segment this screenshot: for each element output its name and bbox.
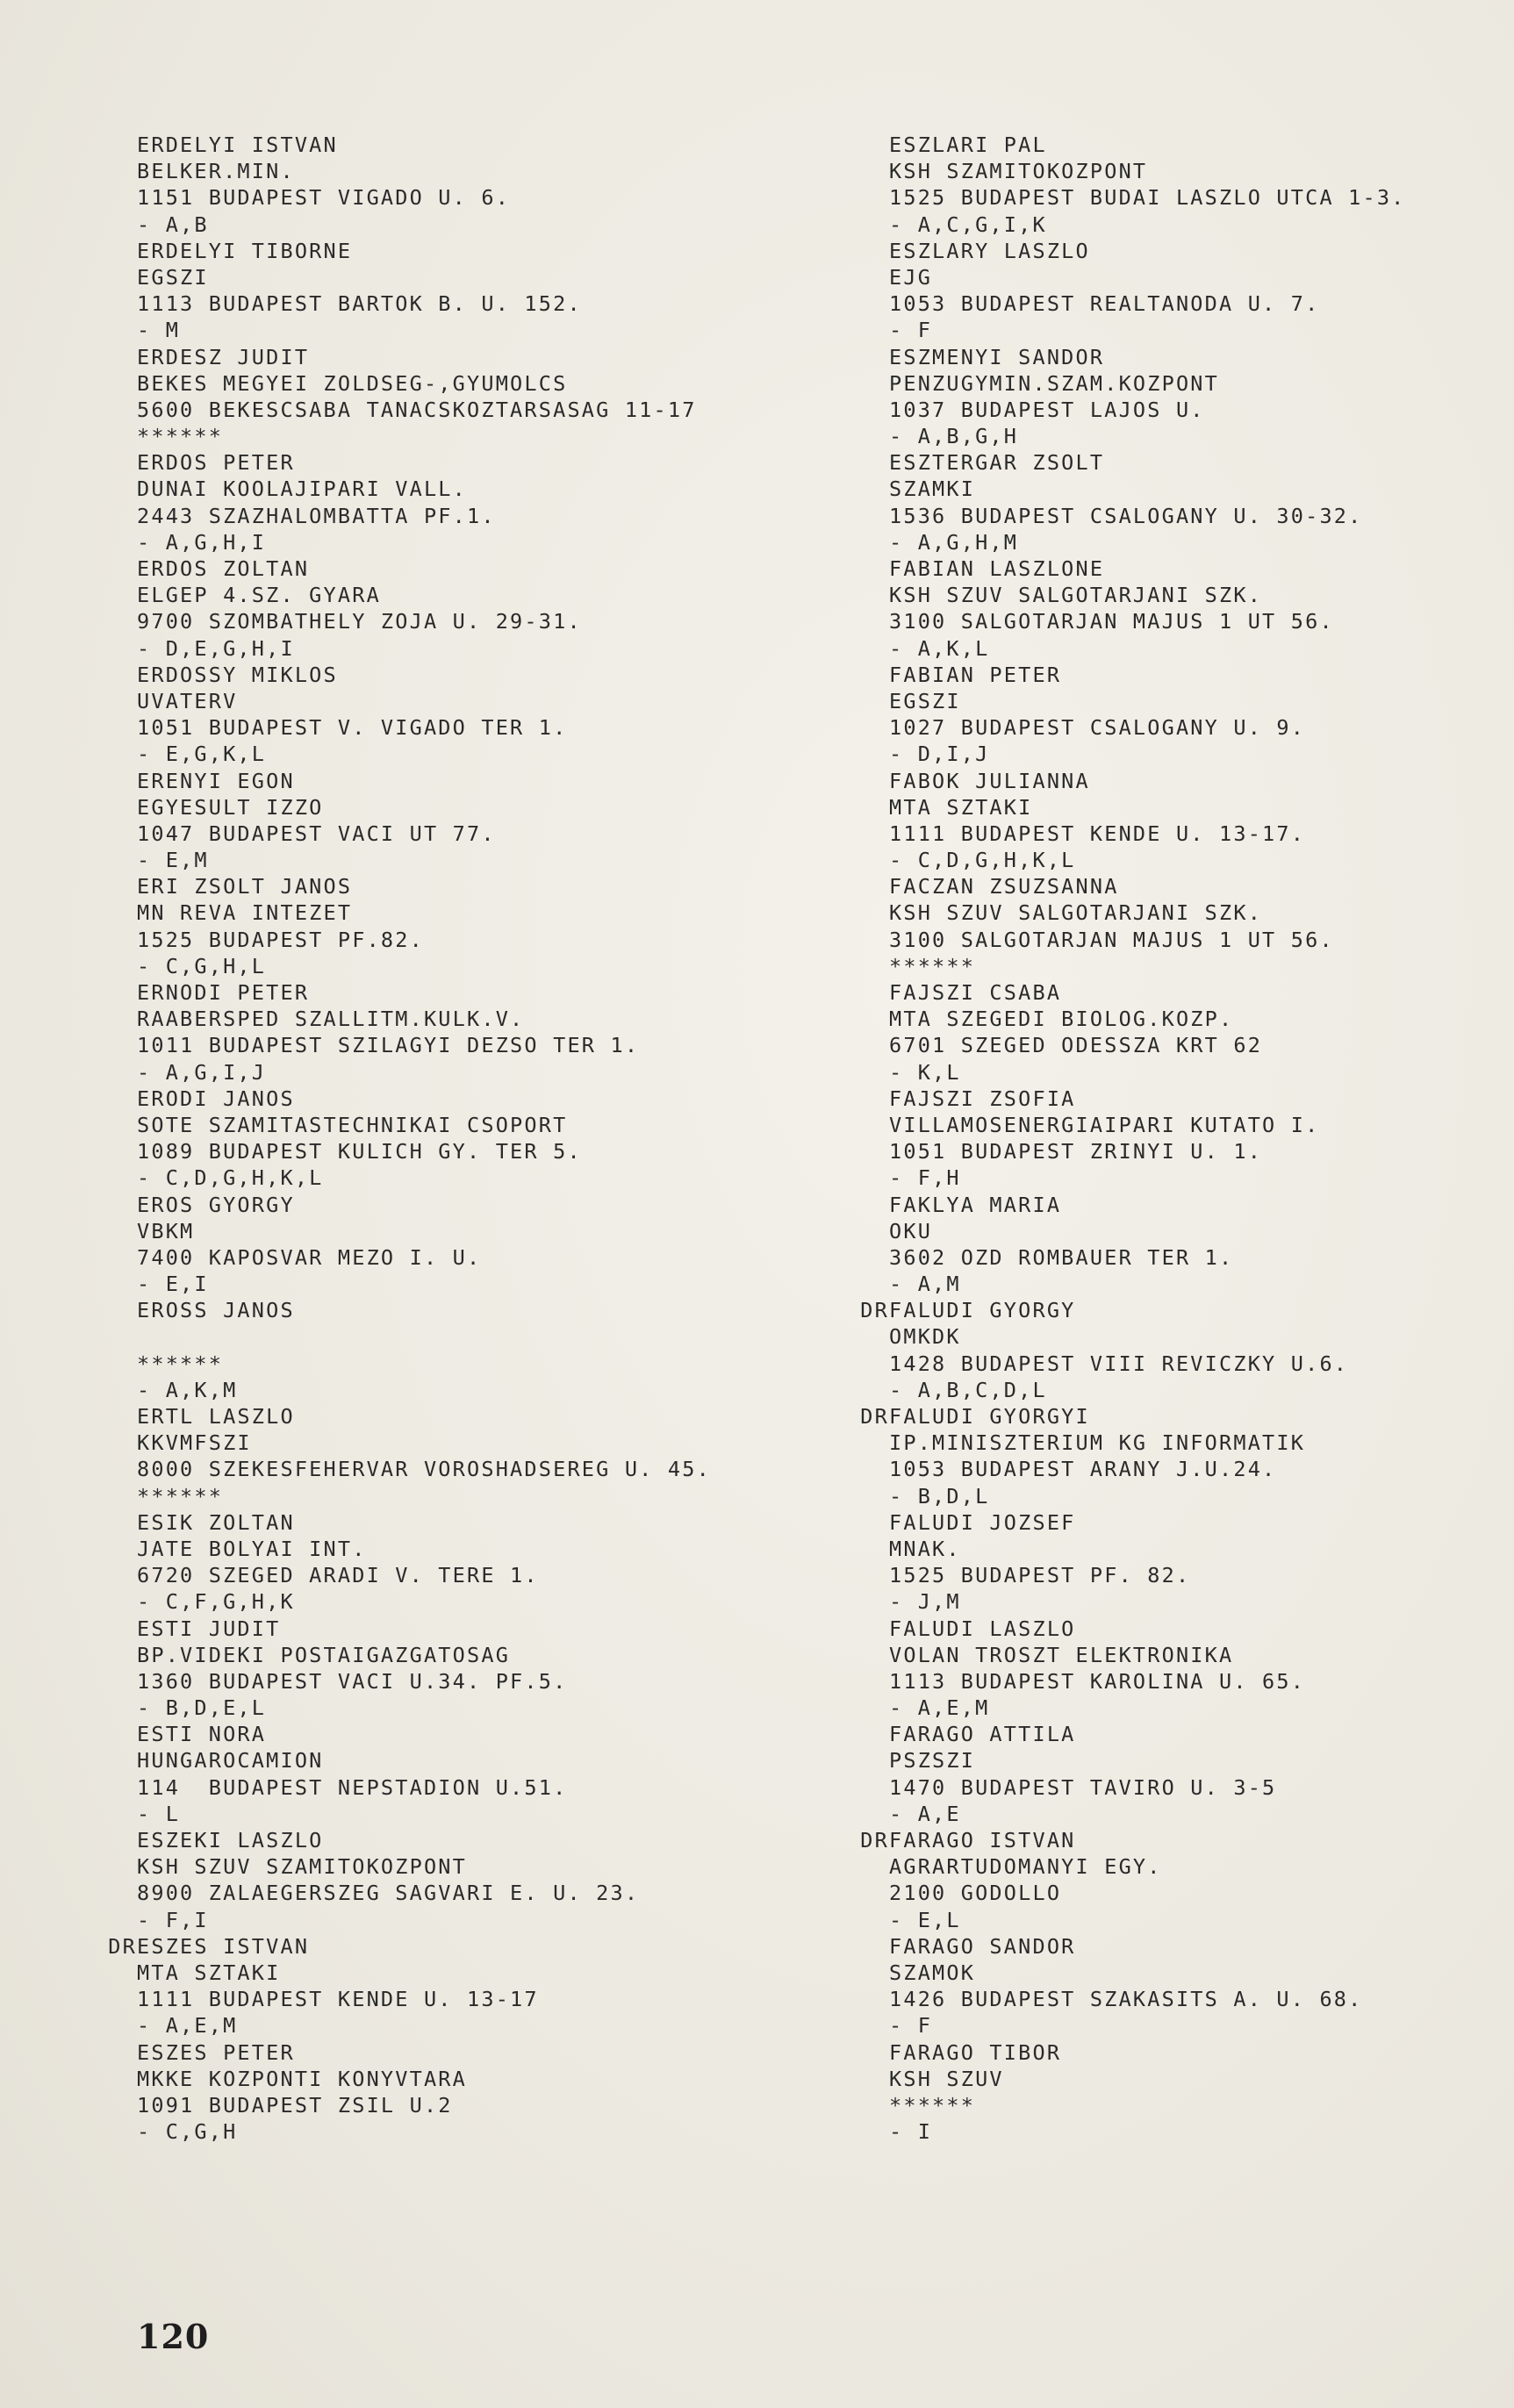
entry-codes: - C,F,G,H,K [137, 1589, 295, 1615]
entry-organization: MNAK. [889, 1536, 961, 1561]
directory-entry [137, 1616, 711, 1722]
entry-codes: - A,K,M [137, 1377, 238, 1402]
entry-name: ERDELYI TIBORNE [137, 238, 353, 263]
entry-address: ****** [889, 2092, 976, 2118]
entry-organization: HUNGAROCAMION [137, 1748, 324, 1774]
entry-organization: SZAMOK [889, 1960, 976, 1985]
directory-entry [137, 1297, 711, 1403]
entry-name: ERDOSSY MIKLOS [137, 662, 338, 687]
directory-entry [889, 1616, 1406, 1722]
directory-entry [889, 979, 1406, 1086]
entry-codes: - A,G,H,I [137, 529, 267, 555]
entry-organization: MTA SZEGEDI BIOLOG.KOZP. [889, 1007, 1234, 1032]
directory-entry [137, 768, 711, 874]
entry-codes: - F [889, 2013, 933, 2039]
entry-address: 1470 BUDAPEST TAVIRO U. 3-5 [889, 1774, 1277, 1800]
entry-codes: - D,E,G,H,I [137, 635, 295, 661]
entry-codes: - A,E,M [137, 2013, 238, 2039]
entry-address: 9700 SZOMBATHELY ZOJA U. 29-31. [137, 609, 582, 634]
entry-organization: UVATERV [137, 688, 238, 713]
entry-organization: EGSZI [137, 264, 209, 290]
entry-name: ESZEKI LASZLO [137, 1828, 324, 1853]
entry-address: 1011 BUDAPEST SZILAGYI DEZSO TER 1. [137, 1033, 640, 1058]
entry-codes: - A,C,G,I,K [889, 211, 1047, 237]
entry-organization: BELKER.MIN. [137, 159, 295, 184]
entry-organization: EGSZI [889, 688, 961, 713]
directory-entry [889, 1192, 1406, 1298]
entry-name: FAKLYA MARIA [889, 1192, 1062, 1217]
entry-organization: VOLAN TROSZT ELEKTRONIKA [889, 1642, 1234, 1667]
entry-codes: - A,E,M [889, 1695, 990, 1721]
directory-entry [889, 873, 1406, 979]
entry-organization: MTA SZTAKI [137, 1960, 281, 1985]
entry-title-prefix: DR [860, 1298, 889, 1323]
entry-address: 8000 SZEKESFEHERVAR VOROSHADSEREG U. 45. [137, 1457, 711, 1482]
entry-codes: - D,I,J [889, 742, 990, 767]
entry-address: 2443 SZAZHALOMBATTA PF.1. [137, 503, 496, 528]
entry-name: ESIK ZOLTAN [137, 1509, 295, 1535]
entry-address: 1111 BUDAPEST KENDE U. 13-17. [889, 821, 1306, 846]
entry-title-prefix: DR [108, 1933, 137, 1959]
entry-name: ERENYI EGON [137, 768, 295, 793]
entry-organization: EJG [889, 264, 933, 290]
entry-name: FALUDI GYORGY [889, 1298, 1076, 1323]
entry-organization: KSH SZAMITOKOZPONT [889, 159, 1148, 184]
left-column [108, 132, 711, 2145]
entry-name: EROSS JANOS [137, 1298, 295, 1323]
entry-name: FARAGO ATTILA [889, 1722, 1076, 1747]
entry-address: 1426 BUDAPEST SZAKASITS A. U. 68. [889, 1987, 1363, 2012]
entry-codes: - J,M [889, 1589, 961, 1615]
directory-entry [889, 449, 1406, 555]
entry-organization: KSH SZUV [889, 2066, 1004, 2091]
entry-organization: KKVMFSZI [137, 1430, 252, 1456]
directory-entry [889, 768, 1406, 874]
directory-entry [137, 979, 711, 1086]
entry-name: ESTI NORA [137, 1722, 267, 1747]
entry-address: 7400 KAPOSVAR MEZO I. U. [137, 1244, 482, 1270]
entry-name: FARAGO ISTVAN [889, 1828, 1076, 1853]
entry-address: 1525 BUDAPEST BUDAI LASZLO UTCA 1-3. [889, 185, 1406, 211]
page-number: 120 [137, 2317, 210, 2356]
entry-address: 1047 BUDAPEST VACI UT 77. [137, 821, 496, 846]
entry-organization: MTA SZTAKI [889, 794, 1033, 820]
entry-codes: - A,G,H,M [889, 529, 1019, 555]
entry-address: 1037 BUDAPEST LAJOS U. [889, 397, 1205, 422]
entry-organization: VILLAMOSENERGIAIPARI KUTATO I. [889, 1112, 1320, 1137]
entry-address: 1525 BUDAPEST PF.82. [137, 927, 424, 952]
entry-organization: IP.MINISZTERIUM KG INFORMATIK [889, 1430, 1306, 1456]
entry-organization: ELGEP 4.SZ. GYARA [137, 583, 381, 608]
entry-codes: - K,L [889, 1059, 961, 1085]
entry-address: 3100 SALGOTARJAN MAJUS 1 UT 56. [889, 927, 1334, 952]
entry-name: FABIAN LASZLONE [889, 556, 1105, 581]
entry-organization: SZAMKI [889, 477, 976, 502]
directory-entry [137, 873, 711, 979]
entry-name: FAJSZI CSABA [889, 980, 1062, 1005]
entry-codes: - B,D,L [889, 1483, 990, 1509]
directory-entry [137, 1827, 711, 1933]
directory-entry [137, 1721, 711, 1827]
entry-name: ESZES ISTVAN [137, 1933, 310, 1959]
directory-entry [889, 1933, 1406, 2039]
directory-entry [889, 555, 1406, 662]
entry-codes: - F [889, 318, 933, 343]
entry-name: ESZLARI PAL [889, 133, 1047, 157]
entry-organization: SOTE SZAMITASTECHNIKAI CSOPORT [137, 1112, 568, 1137]
entry-codes: - M [137, 318, 181, 343]
entry-address: 1113 BUDAPEST KAROLINA U. 65. [889, 1668, 1306, 1694]
entry-organization: EGYESULT IZZO [137, 794, 324, 820]
entry-address: 1113 BUDAPEST BARTOK B. U. 152. [137, 291, 582, 317]
entry-organization: KSH SZUV SZAMITOKOZPONT [137, 1854, 468, 1880]
directory-entry [137, 344, 711, 450]
entry-name: FACZAN ZSUZSANNA [889, 874, 1119, 899]
entry-name: ERDESZ JUDIT [137, 344, 310, 369]
entry-address: 1089 BUDAPEST KULICH GY. TER 5. [137, 1139, 582, 1165]
entry-codes: - E,G,K,L [137, 742, 267, 767]
entry-address: 1027 BUDAPEST CSALOGANY U. 9. [889, 715, 1306, 741]
entry-codes: ****** [889, 953, 976, 978]
entry-address: 8900 ZALAEGERSZEG SAGVARI E. U. 23. [137, 1881, 640, 1906]
entry-address: 1151 BUDAPEST VIGADO U. 6. [137, 185, 511, 211]
directory-entry [889, 1509, 1406, 1616]
entry-codes: - I [889, 2119, 933, 2145]
entry-codes: - A,E [889, 1801, 961, 1826]
directory-entry [137, 1086, 711, 1192]
entry-codes: - B,D,E,L [137, 1695, 267, 1721]
entry-address: 1111 BUDAPEST KENDE U. 13-17 [137, 1987, 539, 2012]
entry-codes: - A,B,G,H [889, 424, 1019, 449]
entry-name: FAJSZI ZSOFIA [889, 1086, 1076, 1111]
entry-name: ESZTERGAR ZSOLT [889, 450, 1105, 476]
entry-address: 1053 BUDAPEST ARANY J.U.24. [889, 1457, 1277, 1482]
entry-name: FARAGO SANDOR [889, 1933, 1076, 1959]
entry-address: 3602 OZD ROMBAUER TER 1. [889, 1244, 1234, 1270]
entry-codes: - E,L [889, 1907, 961, 1932]
entry-address: 3100 SALGOTARJAN MAJUS 1 UT 56. [889, 609, 1334, 634]
entry-codes: - L [137, 1801, 181, 1826]
directory-entry [860, 1297, 1406, 1403]
entry-name: ERDELYI ISTVAN [137, 133, 338, 157]
entry-organization: KSH SZUV SALGOTARJANI SZK. [889, 583, 1263, 608]
entry-codes: - C,G,H [137, 2119, 238, 2145]
entry-address: 6720 SZEGED ARADI V. TERE 1. [137, 1563, 539, 1588]
entry-name: ERODI JANOS [137, 1086, 295, 1111]
entry-organization [137, 1323, 711, 1350]
entry-address: 1428 BUDAPEST VIII REVICZKY U.6. [889, 1351, 1349, 1376]
entry-codes: - E,M [137, 848, 209, 873]
entry-name: ESZMENYI SANDOR [889, 344, 1105, 369]
entry-name: FABIAN PETER [889, 662, 1062, 687]
entry-organization: DUNAI KOOLAJIPARI VALL. [137, 477, 468, 502]
entry-codes: - A,M [889, 1272, 961, 1297]
directory-entry [889, 662, 1406, 768]
directory-entry [889, 238, 1406, 344]
entry-name: ERDOS PETER [137, 450, 295, 476]
entry-codes: - C,G,H,L [137, 953, 267, 978]
entry-address: 114 BUDAPEST NEPSTADION U.51. [137, 1774, 568, 1800]
entry-organization: RAABERSPED SZALLITM.KULK.V. [137, 1007, 525, 1032]
entry-codes: - C,D,G,H,K,L [889, 848, 1076, 873]
entry-codes: - F,H [889, 1165, 961, 1191]
entry-name: ERTL LASZLO [137, 1404, 295, 1429]
entry-name: ERNODI PETER [137, 980, 310, 1005]
entry-name: FARAGO TIBOR [889, 2039, 1062, 2065]
entry-address: 1360 BUDAPEST VACI U.34. PF.5. [137, 1668, 568, 1694]
entry-codes: - A,K,L [889, 635, 990, 661]
right-column [860, 132, 1406, 2145]
directory-entry [137, 1192, 711, 1298]
entry-organization: PSZSZI [889, 1748, 976, 1774]
entry-organization: OMKDK [889, 1324, 961, 1350]
entry-name: ERDOS ZOLTAN [137, 556, 310, 581]
entry-name: FABOK JULIANNA [889, 768, 1090, 793]
directory-entry [137, 1509, 711, 1616]
entry-codes: - A,G,I,J [137, 1059, 267, 1085]
entry-codes: - A,B [137, 211, 209, 237]
entry-title-prefix: DR [860, 1828, 889, 1853]
entry-address: 1053 BUDAPEST REALTANODA U. 7. [889, 291, 1320, 317]
entry-name: ESZLARY LASZLO [889, 238, 1090, 263]
directory-entry [889, 1086, 1406, 1192]
entry-address: 5600 BEKESCSABA TANACSKOZTARSASAG 11-17 [137, 397, 697, 422]
entry-organization: JATE BOLYAI INT. [137, 1536, 367, 1561]
directory-entry [860, 1403, 1406, 1509]
directory-entry [137, 555, 711, 662]
directory-entry [889, 2039, 1406, 2146]
directory-entry [889, 1721, 1406, 1827]
entry-address: ****** [137, 1351, 224, 1376]
entry-codes: ****** [137, 1483, 224, 1509]
entry-organization: MKKE KOZPONTI KONYVTARA [137, 2066, 468, 2091]
entry-codes: ****** [137, 424, 224, 449]
entry-codes: - F,I [137, 1907, 209, 1932]
directory-entry [137, 1403, 711, 1509]
directory-entry [137, 132, 711, 238]
directory-entry [137, 238, 711, 344]
entry-organization: MN REVA INTEZET [137, 900, 353, 926]
directory-entry [137, 662, 711, 768]
directory-entry [137, 449, 711, 555]
entry-organization: BP.VIDEKI POSTAIGAZGATOSAG [137, 1642, 511, 1667]
entry-organization: OKU [889, 1218, 933, 1243]
entry-address: 1051 BUDAPEST ZRINYI U. 1. [889, 1139, 1263, 1165]
entry-title-prefix: DR [860, 1404, 889, 1429]
entry-name: FALUDI LASZLO [889, 1616, 1076, 1641]
entry-name: FALUDI JOZSEF [889, 1509, 1076, 1535]
entry-codes: - E,I [137, 1272, 209, 1297]
entry-organization: PENZUGYMIN.SZAM.KOZPONT [889, 370, 1220, 396]
entry-organization: KSH SZUV SALGOTARJANI SZK. [889, 900, 1263, 926]
directory-entry [137, 2039, 711, 2146]
directory-entry [108, 1933, 711, 2039]
directory-entry [889, 344, 1406, 450]
entry-address: 1051 BUDAPEST V. VIGADO TER 1. [137, 715, 568, 741]
entry-address: 2100 GODOLLO [889, 1881, 1062, 1906]
entry-name: ERI ZSOLT JANOS [137, 874, 353, 899]
entry-address: 1091 BUDAPEST ZSIL U.2 [137, 2092, 453, 2118]
directory-entry [860, 1827, 1406, 1933]
entry-name: ESTI JUDIT [137, 1616, 281, 1641]
entry-organization: AGRARTUDOMANYI EGY. [889, 1854, 1162, 1880]
entry-name: EROS GYORGY [137, 1192, 295, 1217]
directory-entry [889, 132, 1406, 238]
entry-name: FALUDI GYORGYI [889, 1404, 1090, 1429]
entry-organization: VBKM [137, 1218, 195, 1243]
entry-address: 1536 BUDAPEST CSALOGANY U. 30-32. [889, 503, 1363, 528]
entry-address: 1525 BUDAPEST PF. 82. [889, 1563, 1191, 1588]
entry-name: ESZES PETER [137, 2039, 295, 2065]
entry-codes: - C,D,G,H,K,L [137, 1165, 324, 1191]
entry-organization: BEKES MEGYEI ZOLDSEG-,GYUMOLCS [137, 370, 568, 396]
entry-address: 6701 SZEGED ODESSZA KRT 62 [889, 1033, 1263, 1058]
entry-codes: - A,B,C,D,L [889, 1377, 1047, 1402]
